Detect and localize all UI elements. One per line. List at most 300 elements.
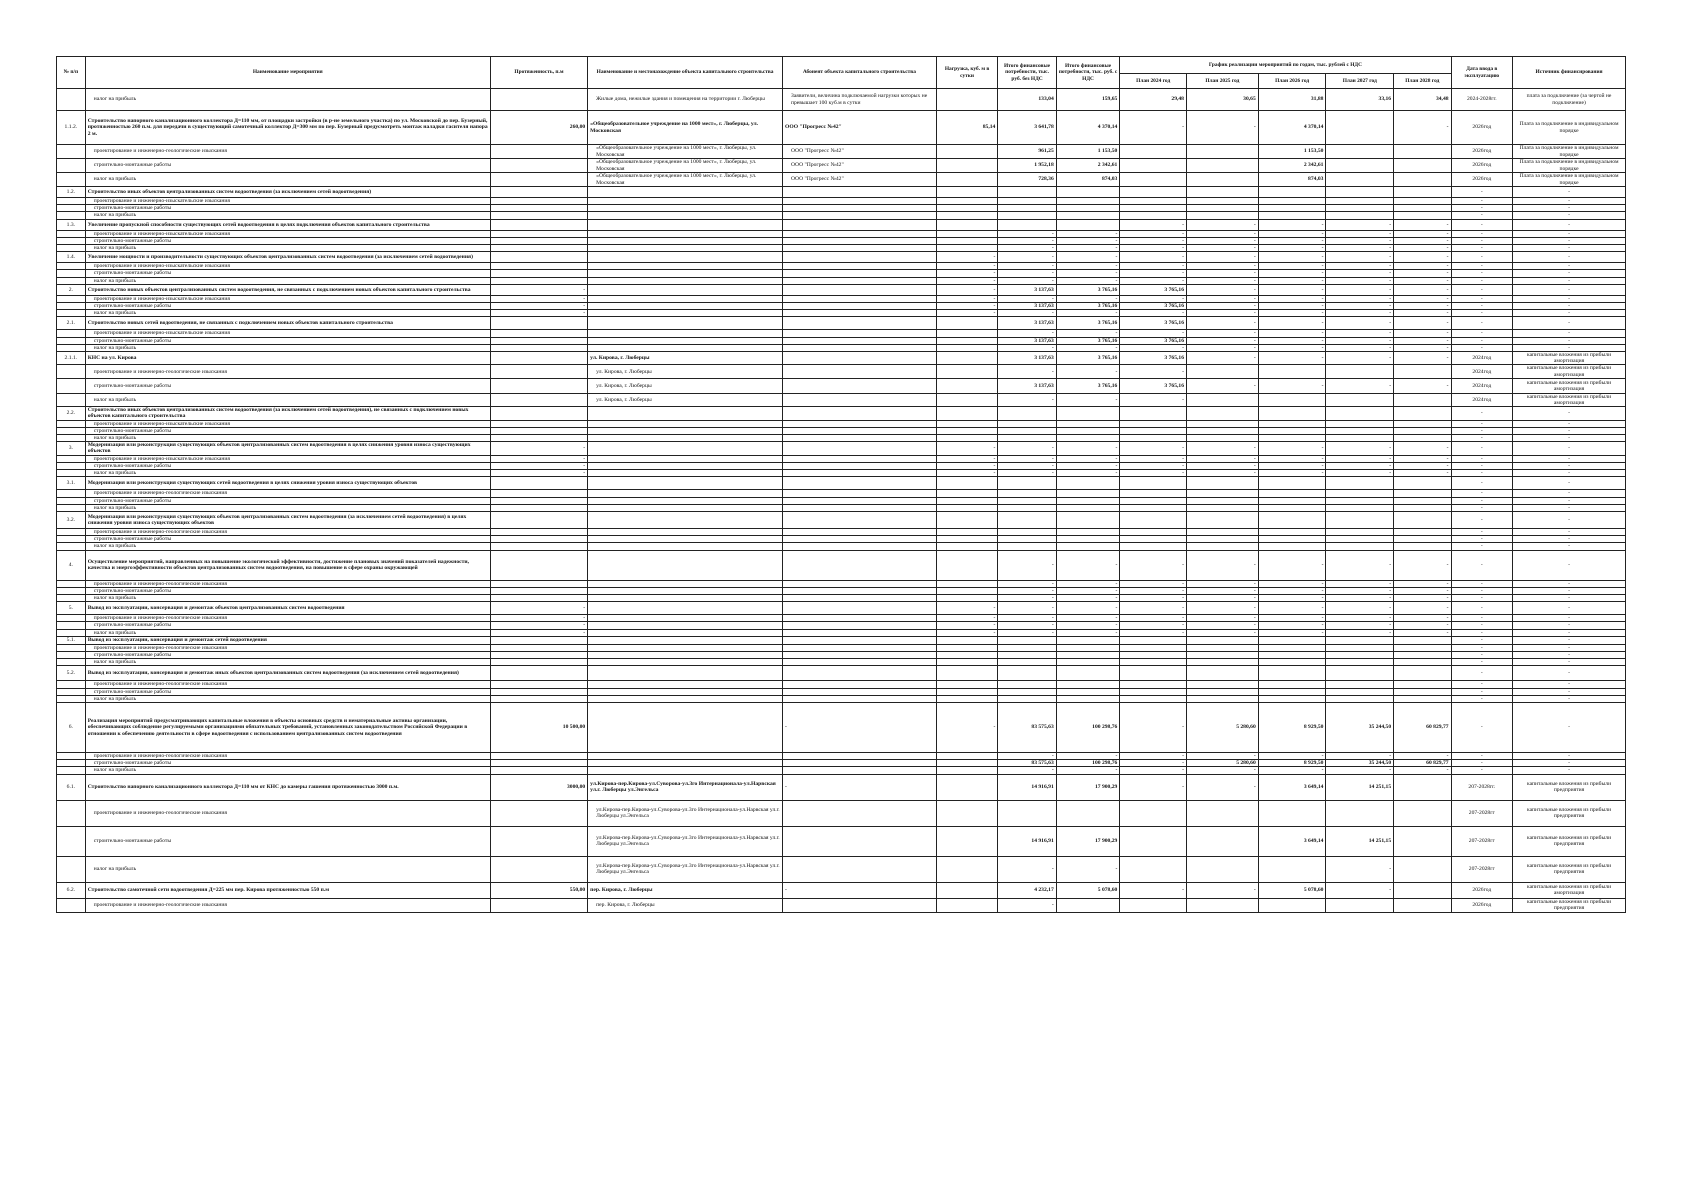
row-total-vat: - (1056, 263, 1120, 270)
row-total-vat: 3 765,16 (1056, 352, 1120, 365)
row-commission-date: - (1451, 187, 1513, 198)
header-length: Протяженность, п.м (490, 57, 587, 89)
row-total-no-vat: - (998, 615, 1056, 622)
row-total-vat: - (1056, 455, 1120, 462)
row-commission-date: - (1451, 310, 1513, 317)
row-funding-source: - (1513, 277, 1626, 284)
row-plan-2028 (1394, 477, 1451, 490)
row-plan-2027 (1326, 688, 1394, 695)
row-length (490, 263, 587, 270)
row-plan-2028 (1394, 898, 1451, 912)
row-plan-2028: - (1394, 252, 1451, 263)
row-funding-source: капитальные вложения из прибыли амортизация (1513, 352, 1626, 365)
row-plan-2027: - (1326, 277, 1394, 284)
row-plan-2024 (1120, 695, 1187, 702)
row-funding-source: - (1513, 543, 1626, 550)
row-subscriber (783, 504, 937, 511)
row-funding-source: - (1513, 497, 1626, 504)
row-funding-source: - (1513, 536, 1626, 543)
table-row (57, 277, 1626, 284)
row-commission-date: 2026год (1451, 159, 1513, 173)
row-commission-date: 207-2028гг (1451, 856, 1513, 882)
header-location: Наименование и местонахождение объекта капитального строительства (588, 57, 783, 89)
table-row (57, 826, 1626, 856)
row-funding-source: - (1513, 594, 1626, 601)
row-plan-2028 (1394, 536, 1451, 543)
row-total-no-vat (998, 536, 1056, 543)
row-name: проектирование и инженерно-изыскательские изыскания (85, 263, 490, 270)
row-number (57, 344, 86, 351)
row-plan-2027 (1326, 198, 1394, 205)
row-plan-2026: 1 153,50 (1258, 145, 1326, 159)
row-commission-date: - (1451, 602, 1513, 615)
row-plan-2028: - (1394, 455, 1451, 462)
row-plan-2025: - (1186, 330, 1258, 337)
row-location (588, 688, 783, 695)
row-total-no-vat: - (998, 310, 1056, 317)
row-funding-source: - (1513, 651, 1626, 658)
row-total-vat (1056, 636, 1120, 644)
row-length: - (490, 615, 587, 622)
row-location (588, 580, 783, 587)
row-total-no-vat (998, 695, 1056, 702)
header-year-2026: План 2026 год (1258, 74, 1326, 89)
row-total-no-vat: 3 137,63 (998, 303, 1056, 310)
row-name: Строительство иных объектов централизованных систем водоотведения (за исключением сетей водоотведения) (85, 187, 490, 198)
row-total-vat: - (1056, 277, 1120, 284)
row-plan-2025: - (1186, 344, 1258, 351)
row-length: - (490, 622, 587, 629)
row-number (57, 205, 86, 212)
table-row (57, 317, 1626, 330)
row-total-no-vat (998, 205, 1056, 212)
row-plan-2026: - (1258, 230, 1326, 237)
row-commission-date: - (1451, 695, 1513, 702)
row-number: 3. (57, 442, 86, 455)
row-location (588, 511, 783, 528)
row-location (588, 219, 783, 230)
row-plan-2025: - (1186, 594, 1258, 601)
row-location (588, 263, 783, 270)
row-length (490, 393, 587, 406)
row-funding-source: капитальные вложения из прибыли предприятия (1513, 800, 1626, 826)
row-plan-2025: - (1186, 615, 1258, 622)
row-subscriber (783, 594, 937, 601)
row-plan-2028: - (1394, 277, 1451, 284)
row-number (57, 393, 86, 406)
row-name: строительно-монтажные работы (85, 651, 490, 658)
row-load (936, 497, 998, 504)
row-funding-source: - (1513, 695, 1626, 702)
row-load (936, 187, 998, 198)
row-subscriber (783, 365, 937, 378)
row-length (490, 587, 587, 594)
table-row (57, 615, 1626, 622)
row-plan-2025 (1186, 159, 1258, 173)
row-total-no-vat: 1 952,18 (998, 159, 1056, 173)
row-number (57, 826, 86, 856)
row-length (490, 490, 587, 497)
row-total-vat (1056, 666, 1120, 681)
table-row (57, 237, 1626, 244)
row-length: - (490, 295, 587, 302)
row-plan-2028 (1394, 490, 1451, 497)
row-location (588, 303, 783, 310)
row-plan-2024: - (1120, 442, 1187, 455)
row-subscriber (783, 295, 937, 302)
row-funding-source: - (1513, 252, 1626, 263)
table-row (57, 651, 1626, 658)
row-length (490, 767, 587, 774)
row-load (936, 159, 998, 173)
row-subscriber (783, 477, 937, 490)
row-subscriber (783, 681, 937, 688)
row-subscriber (783, 237, 937, 244)
row-commission-date: - (1451, 477, 1513, 490)
row-name: налог на прибыль (85, 767, 490, 774)
row-location (588, 407, 783, 420)
row-load: - (936, 702, 998, 752)
row-subscriber: Заявители, величина подключаемой нагрузки которых не превышает 100 куб.м в сутки (783, 89, 937, 111)
table-row (57, 393, 1626, 406)
row-subscriber (783, 543, 937, 550)
table-row (57, 435, 1626, 442)
row-subscriber (783, 587, 937, 594)
row-plan-2024 (1120, 856, 1187, 882)
row-load (936, 205, 998, 212)
table-row (57, 230, 1626, 237)
row-plan-2024: 3 765,16 (1120, 378, 1187, 393)
row-plan-2028 (1394, 681, 1451, 688)
row-location (588, 659, 783, 666)
row-plan-2026: - (1258, 270, 1326, 277)
row-total-vat (1056, 198, 1120, 205)
row-plan-2024: - (1120, 393, 1187, 406)
row-plan-2028 (1394, 407, 1451, 420)
row-plan-2024: - (1120, 295, 1187, 302)
row-plan-2026 (1258, 681, 1326, 688)
row-total-no-vat: - (998, 442, 1056, 455)
row-name: Строительство напорного канализационного коллектора Д=110 мм, от площадки застройки (в р-не земельного участка) по ул. Московской до пер. Бузерный, протяженностью 260 п.м. для передачи в существующий самотечный коллектор Д=300 мм по пер. Бузерный предусмотреть монтаж наладки гасителя напора 2 м. (85, 111, 490, 145)
row-funding-source: - (1513, 219, 1626, 230)
row-location (588, 212, 783, 219)
row-funding-source: - (1513, 317, 1626, 330)
row-plan-2028: - (1394, 237, 1451, 244)
row-plan-2027: - (1326, 378, 1394, 393)
row-length (490, 659, 587, 666)
row-total-no-vat: - (998, 470, 1056, 477)
row-plan-2025 (1186, 800, 1258, 826)
row-plan-2025 (1186, 497, 1258, 504)
table-row (57, 270, 1626, 277)
row-plan-2026: - (1258, 352, 1326, 365)
row-subscriber (783, 629, 937, 636)
row-plan-2024 (1120, 644, 1187, 651)
row-funding-source: - (1513, 528, 1626, 535)
row-plan-2027 (1326, 490, 1394, 497)
row-location (588, 681, 783, 688)
row-funding-source: - (1513, 666, 1626, 681)
row-location (588, 636, 783, 644)
row-plan-2027: 14 251,15 (1326, 774, 1394, 800)
table-row (57, 295, 1626, 302)
row-name: строительно-монтажные работы (85, 536, 490, 543)
row-total-no-vat (998, 212, 1056, 219)
row-plan-2028: - (1394, 344, 1451, 351)
row-plan-2026: - (1258, 295, 1326, 302)
row-plan-2024: 29,48 (1120, 89, 1187, 111)
row-load: - (936, 602, 998, 615)
table-row (57, 602, 1626, 615)
row-plan-2024: - (1120, 882, 1187, 898)
row-number (57, 245, 86, 252)
row-total-no-vat: 3 641,78 (998, 111, 1056, 145)
row-length (490, 800, 587, 826)
row-plan-2028 (1394, 666, 1451, 681)
table-row (57, 212, 1626, 219)
row-plan-2025: - (1186, 277, 1258, 284)
row-load (936, 230, 998, 237)
table-row (57, 407, 1626, 420)
row-plan-2028 (1394, 856, 1451, 882)
row-load (936, 659, 998, 666)
row-subscriber (783, 666, 937, 681)
row-length (490, 536, 587, 543)
row-commission-date: - (1451, 407, 1513, 420)
row-plan-2024: - (1120, 111, 1187, 145)
row-plan-2025: - (1186, 310, 1258, 317)
row-plan-2027 (1326, 636, 1394, 644)
row-plan-2025: 30,65 (1186, 89, 1258, 111)
row-length (490, 504, 587, 511)
row-number (57, 580, 86, 587)
row-subscriber (783, 263, 937, 270)
row-plan-2025 (1186, 695, 1258, 702)
row-plan-2028: 60 829,77 (1394, 702, 1451, 752)
row-commission-date: - (1451, 252, 1513, 263)
row-plan-2025 (1186, 651, 1258, 658)
row-commission-date: - (1451, 587, 1513, 594)
row-total-no-vat: 3 137,63 (998, 352, 1056, 365)
row-subscriber (783, 497, 937, 504)
row-total-no-vat (998, 688, 1056, 695)
row-location (588, 550, 783, 580)
row-load (936, 407, 998, 420)
row-total-no-vat: - (998, 752, 1056, 759)
row-plan-2028: - (1394, 629, 1451, 636)
row-plan-2028: - (1394, 442, 1451, 455)
table-row (57, 666, 1626, 681)
row-commission-date: - (1451, 666, 1513, 681)
row-plan-2027 (1326, 536, 1394, 543)
row-total-vat: - (1056, 295, 1120, 302)
row-total-vat (1056, 490, 1120, 497)
row-load (936, 587, 998, 594)
row-number (57, 898, 86, 912)
row-plan-2026 (1258, 407, 1326, 420)
row-plan-2025: - (1186, 263, 1258, 270)
row-plan-2026 (1258, 477, 1326, 490)
row-funding-source: - (1513, 337, 1626, 344)
row-length (490, 580, 587, 587)
row-load (936, 774, 998, 800)
row-total-no-vat (998, 681, 1056, 688)
row-number: 5.1. (57, 636, 86, 644)
row-subscriber (783, 511, 937, 528)
row-plan-2027: - (1326, 580, 1394, 587)
row-funding-source: - (1513, 198, 1626, 205)
row-length (490, 477, 587, 490)
row-subscriber (783, 752, 937, 759)
row-funding-source: - (1513, 212, 1626, 219)
row-plan-2027: - (1326, 455, 1394, 462)
row-plan-2028 (1394, 173, 1451, 187)
table-row (57, 504, 1626, 511)
row-location (588, 760, 783, 767)
row-name: строительно-монтажные работы (85, 159, 490, 173)
row-plan-2028 (1394, 187, 1451, 198)
row-subscriber (783, 695, 937, 702)
row-location (588, 344, 783, 351)
row-plan-2027: - (1326, 615, 1394, 622)
row-plan-2024 (1120, 435, 1187, 442)
table-row (57, 856, 1626, 882)
row-number (57, 462, 86, 469)
row-length (490, 856, 587, 882)
row-total-no-vat: - (998, 252, 1056, 263)
row-total-no-vat (998, 504, 1056, 511)
row-total-vat: - (1056, 767, 1120, 774)
row-plan-2024: - (1120, 277, 1187, 284)
row-plan-2028 (1394, 435, 1451, 442)
row-plan-2024: - (1120, 330, 1187, 337)
row-total-vat: - (1056, 856, 1120, 882)
row-total-no-vat: - (998, 622, 1056, 629)
table-row (57, 173, 1626, 187)
row-funding-source: Плата за подключение в индивидуальном порядке (1513, 111, 1626, 145)
row-name: строительно-монтажные работы (85, 337, 490, 344)
row-plan-2024 (1120, 159, 1187, 173)
row-commission-date: 2026год (1451, 898, 1513, 912)
row-length (490, 695, 587, 702)
row-plan-2027 (1326, 365, 1394, 378)
table-row (57, 111, 1626, 145)
row-commission-date: 2026год (1451, 145, 1513, 159)
row-total-no-vat: - (998, 602, 1056, 615)
row-number (57, 270, 86, 277)
row-plan-2025: - (1186, 219, 1258, 230)
row-commission-date: - (1451, 594, 1513, 601)
row-subscriber (783, 455, 937, 462)
row-subscriber: ООО "Прогресс №42" (783, 111, 937, 145)
table-row (57, 580, 1626, 587)
row-total-no-vat: - (998, 856, 1056, 882)
row-length (490, 752, 587, 759)
table-row (57, 310, 1626, 317)
row-total-vat (1056, 536, 1120, 543)
row-location (588, 198, 783, 205)
row-name: проектирование и инженерно-изыскательские изыскания (85, 420, 490, 427)
row-plan-2025: - (1186, 442, 1258, 455)
row-plan-2028 (1394, 800, 1451, 826)
row-total-no-vat (998, 651, 1056, 658)
row-plan-2027: - (1326, 284, 1394, 295)
row-name: налог на прибыль (85, 344, 490, 351)
table-row (57, 702, 1626, 752)
row-plan-2026: - (1258, 219, 1326, 230)
row-load: - (936, 277, 998, 284)
row-location (588, 237, 783, 244)
row-location: Жилые дома, нежилые здания и помещения на территории г. Люберцы (588, 89, 783, 111)
row-plan-2027 (1326, 212, 1394, 219)
row-plan-2027: 35 244,50 (1326, 702, 1394, 752)
row-plan-2025 (1186, 145, 1258, 159)
row-total-no-vat: 3 137,63 (998, 317, 1056, 330)
row-plan-2026: - (1258, 622, 1326, 629)
row-number (57, 681, 86, 688)
row-plan-2028 (1394, 427, 1451, 434)
row-number: 1.1.2. (57, 111, 86, 145)
row-commission-date: - (1451, 317, 1513, 330)
header-dates: Дата ввода в эксплуатацию (1451, 57, 1513, 89)
row-plan-2028: - (1394, 295, 1451, 302)
row-plan-2026 (1258, 898, 1326, 912)
row-subscriber (783, 187, 937, 198)
row-plan-2028 (1394, 528, 1451, 535)
row-commission-date: - (1451, 752, 1513, 759)
row-length (490, 427, 587, 434)
row-total-vat: - (1056, 629, 1120, 636)
row-name: строительно-монтажные работы (85, 205, 490, 212)
row-plan-2025: - (1186, 284, 1258, 295)
row-subscriber: ООО "Прогресс №42" (783, 173, 937, 187)
row-location (588, 317, 783, 330)
row-name: строительно-монтажные работы (85, 303, 490, 310)
row-plan-2025 (1186, 636, 1258, 644)
row-plan-2025: - (1186, 245, 1258, 252)
row-total-vat (1056, 420, 1120, 427)
row-commission-date: 2024-2028гг. (1451, 89, 1513, 111)
row-total-vat: - (1056, 622, 1120, 629)
table-row (57, 330, 1626, 337)
table-row (57, 205, 1626, 212)
row-plan-2026 (1258, 543, 1326, 550)
row-plan-2028: - (1394, 752, 1451, 759)
row-subscriber (783, 651, 937, 658)
table-row (57, 442, 1626, 455)
row-plan-2027 (1326, 393, 1394, 406)
row-plan-2026: - (1258, 245, 1326, 252)
row-plan-2026 (1258, 490, 1326, 497)
row-plan-2026: - (1258, 550, 1326, 580)
row-plan-2024 (1120, 800, 1187, 826)
row-plan-2027 (1326, 427, 1394, 434)
row-plan-2024 (1120, 536, 1187, 543)
row-number (57, 173, 86, 187)
row-plan-2026: - (1258, 317, 1326, 330)
row-length (490, 337, 587, 344)
row-total-no-vat: - (998, 587, 1056, 594)
row-plan-2026: - (1258, 752, 1326, 759)
row-load (936, 145, 998, 159)
row-plan-2028 (1394, 882, 1451, 898)
row-length (490, 145, 587, 159)
row-name: проектирование и инженерно-изыскательские изыскания (85, 230, 490, 237)
row-plan-2026 (1258, 666, 1326, 681)
row-number (57, 615, 86, 622)
row-plan-2027: - (1326, 303, 1394, 310)
row-plan-2028 (1394, 636, 1451, 644)
